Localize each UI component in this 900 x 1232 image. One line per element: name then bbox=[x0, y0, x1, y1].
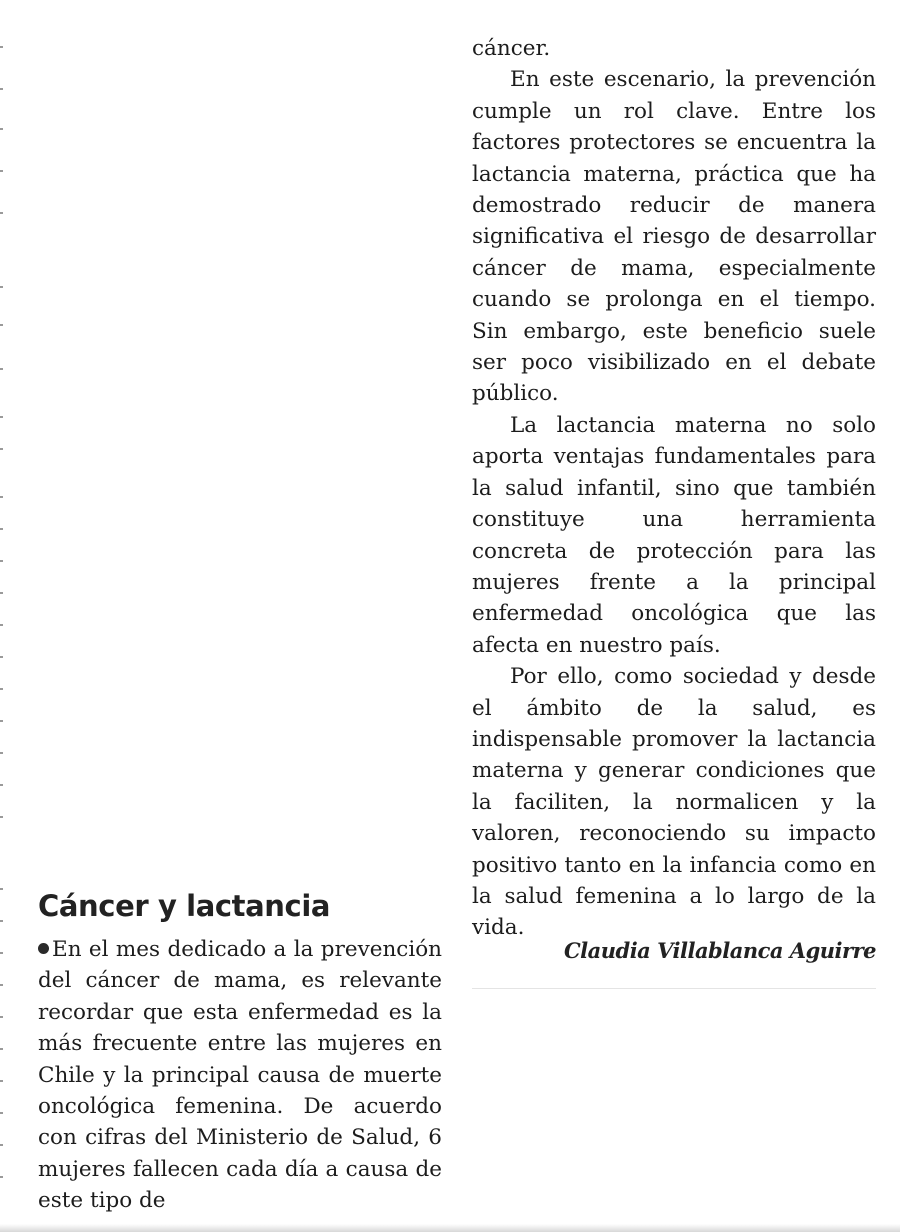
letter-opening-text: En el mes dedicado a la prevención del cáncer de mama, es relevante recordar que esta enfermedad es la más frecuente entre las mujeres en Chile y la principal causa de muerte oncológica femenina. De acuerdo con cifras del Ministerio de Salud, 6 mujeres fallecen cada día a causa de este tipo de bbox=[38, 937, 442, 1214]
signature-divider bbox=[472, 988, 876, 989]
letter-paragraph-3: La lactancia materna no solo aporta ventajas fundamentales para la salud infantil, sino que también constituye una herramienta concreta de protección para las mujeres frente a la principal enfermedad oncológica que las afecta en nuestro país. bbox=[472, 412, 876, 658]
letter-paragraph-1: cáncer. bbox=[472, 36, 551, 61]
bullet-icon bbox=[38, 943, 49, 954]
letter-headline: Cáncer y lactancia bbox=[38, 889, 331, 924]
letter-opening-column bbox=[38, 934, 442, 1217]
letter-paragraph-4: Por ello, como sociedad y desde el ámbito de la salud, es indispensable promover la lactancia materna y generar condiciones que la faciliten, la normalicen y la valoren, reconociendo su impacto positivo tanto en la infancia como en la salud femenina a lo largo de la vida. bbox=[472, 664, 876, 941]
author-signature: Claudia Villablanca Aguirre bbox=[563, 938, 876, 963]
letter-opening-paragraph bbox=[38, 934, 442, 1217]
letter-continuation-column bbox=[472, 33, 876, 944]
letter-paragraph-2: En este escenario, la prevención cumple un rol clave. Entre los factores protectores se encuentra la lactancia materna, práctica que ha demostrado reducir de manera significativa el riesgo de desarrollar cáncer de mama, especialmente cuando se prolonga en el tiempo. Sin embargo, este beneficio suele ser poco visibilizado en el debate público. bbox=[472, 67, 876, 407]
page-bottom-edge bbox=[0, 1224, 900, 1232]
page-edge-ticks bbox=[0, 0, 4, 1232]
